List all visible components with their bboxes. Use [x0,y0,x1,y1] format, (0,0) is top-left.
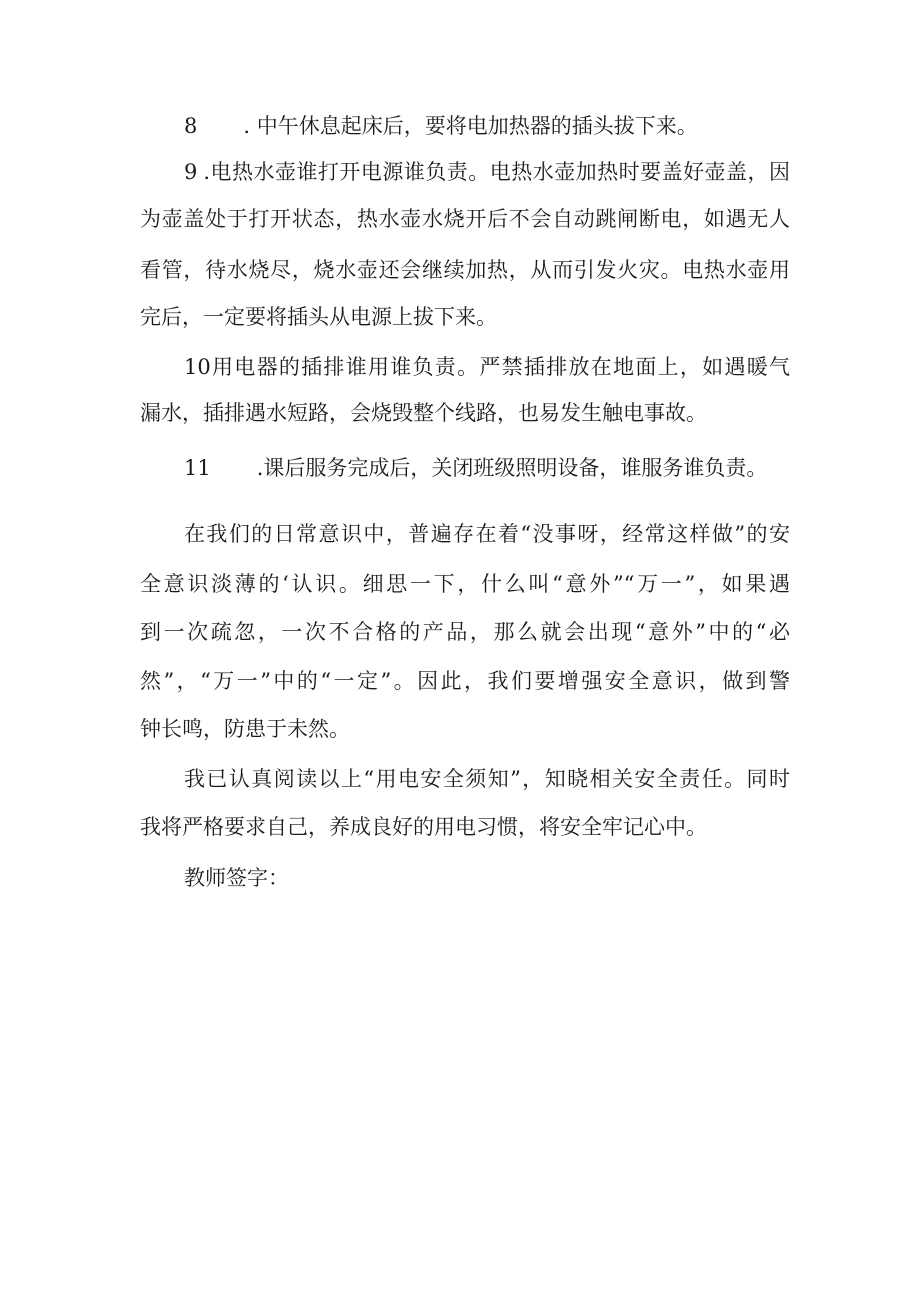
item-text-line: 完后，一定要将插头从电源上拔下来。 [140,305,497,329]
item-text-line: 为壶盖处于打开状态，热水壶水烧开后不会自动跳闸断电，如遇无人 [140,207,790,231]
item-number: 8 [184,114,198,138]
item-text-line: 漏水，插排遇水短路，会烧毁整个线路，也易发生触电事故。 [140,401,707,425]
paragraph-line: 我将严格要求自己，养成良好的用电习惯，将安全牢记心中。 [140,815,707,839]
list-item-9 [184,160,790,184]
teacher-signature-label: 教师签字： [184,866,289,890]
item-text-line: 看管，待水烧尽，烧水壶还会继续加热，从而引发火灾。电热水壶用 [140,258,790,282]
paragraph-line: 钟长鸣，防患于未然。 [140,717,350,741]
item-text-line: 用电器的插排谁用谁负责。严禁插排放在地面上，如遇暖气 [210,355,790,379]
paragraph-line: 全意识淡薄的‘认识。细思一下，什么叫“意外”“万一”，如果遇 [140,572,790,596]
item-text-line: . 中午休息起床后，要将电加热器的插头拔下来。 [243,114,698,138]
list-item-11 [184,456,767,480]
item-number: 10 [184,355,211,379]
item-text-line: .电热水壶谁打开电源谁负责。电热水壶加热时要盖好壶盖，因 [203,160,790,184]
paragraph-line: 在我们的日常意识中，普遍存在着“没事呀，经常这样做”的安 [184,522,790,546]
item-number: 9 [184,160,198,184]
list-item-8 [184,114,698,138]
paragraph-line: 到一次疏忽，一次不合格的产品，那么就会出现“意外”中的“必 [140,620,790,644]
item-number: 11 [184,456,211,480]
paragraph-line: 然”，“万一”中的“一定”。因此，我们要增强安全意识，做到警 [140,669,790,693]
list-item-10 [184,355,790,379]
paragraph-line: 我已认真阅读以上“用电安全须知”，知晓相关安全责任。同时 [184,767,790,791]
item-text-line: .课后服务完成后，关闭班级照明设备，谁服务谁负责。 [256,456,768,480]
